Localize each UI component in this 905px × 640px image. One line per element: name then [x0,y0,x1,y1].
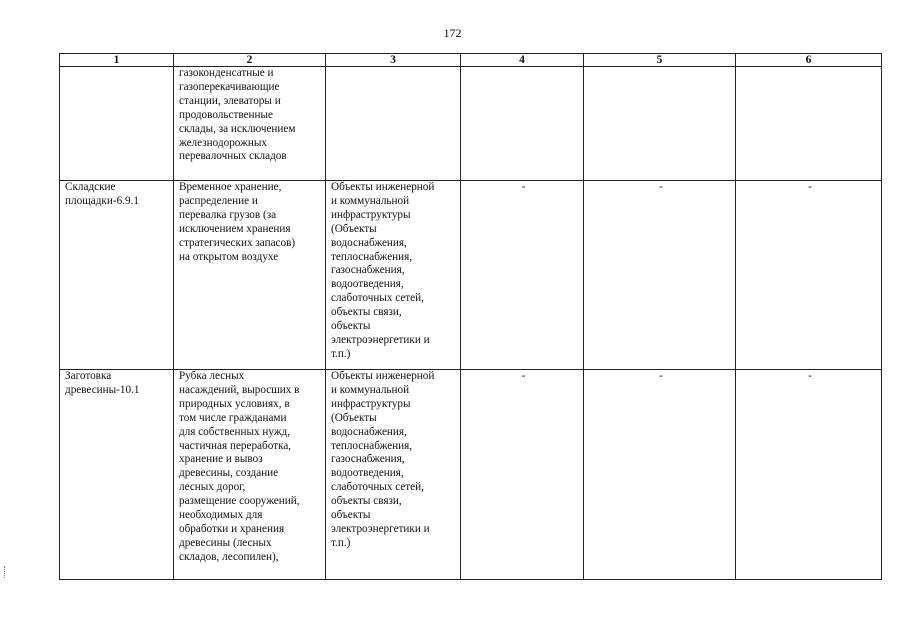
table-cell: Объекты инженерной и коммунальной инфраструктуры (Объекты водоснабжения, теплоснабжения, газоснабжения, водоотведения, слаботочных сетей, объекты связи, объекты электроэнергетики и т.п.) [326,370,461,580]
table-cell [736,67,882,181]
table-cell: Временное хранение, распределение и перевалка грузов (за исключением хранения стратегических запасов) на открытом воздухе [174,181,326,370]
table-header-row [60,54,882,67]
table-cell [584,181,736,370]
table-cell [736,370,882,580]
dash-value: - [808,181,812,193]
table-cell: Заготовка древесины-10.1 [60,370,174,580]
column-header: 6 [736,54,882,67]
dash-value: - [521,181,526,193]
scan-edge-mark [4,566,7,578]
page-number: 172 [443,26,462,40]
table-cell [584,67,736,181]
dash-value: - [521,370,526,382]
table-row [60,370,882,580]
table-cell: Складские площадки-6.9.1 [60,181,174,370]
table-cell [60,67,174,181]
dash-value: - [659,370,663,382]
dash-value: - [808,370,812,382]
land-use-table [59,53,882,580]
table-row [60,67,882,181]
table-cell [326,67,461,181]
table-cell: Рубка лесных насаждений, выросших в природных условиях, в том числе гражданами для собственных нужд, частичная переработка, хранение и вывоз древесины, создание лесных дорог, размещение сооружений, необходимых для обработки и хранения древесины (лесных складов, лесопилен), [174,370,326,580]
table-cell: газоконденсатные и газоперекачивающие станции, элеваторы и продовольственные склады, за исключением железнодорожных перевалочных складов [174,67,326,181]
column-header: 1 [60,54,174,67]
column-header: 3 [326,54,461,67]
column-header: 2 [174,54,326,67]
table-cell [461,181,584,370]
table-cell [461,370,584,580]
table-cell [461,67,584,181]
table-cell [736,181,882,370]
table-cell [584,370,736,580]
column-header: 4 [461,54,584,67]
dash-value: - [659,181,663,193]
table-cell: Объекты инженерной и коммунальной инфраструктуры (Объекты водоснабжения, теплоснабжения, газоснабжения, водоотведения, слаботочных сетей, объекты связи, объекты электроэнергетики и т.п.) [326,181,461,370]
table-row [60,181,882,370]
column-header: 5 [584,54,736,67]
